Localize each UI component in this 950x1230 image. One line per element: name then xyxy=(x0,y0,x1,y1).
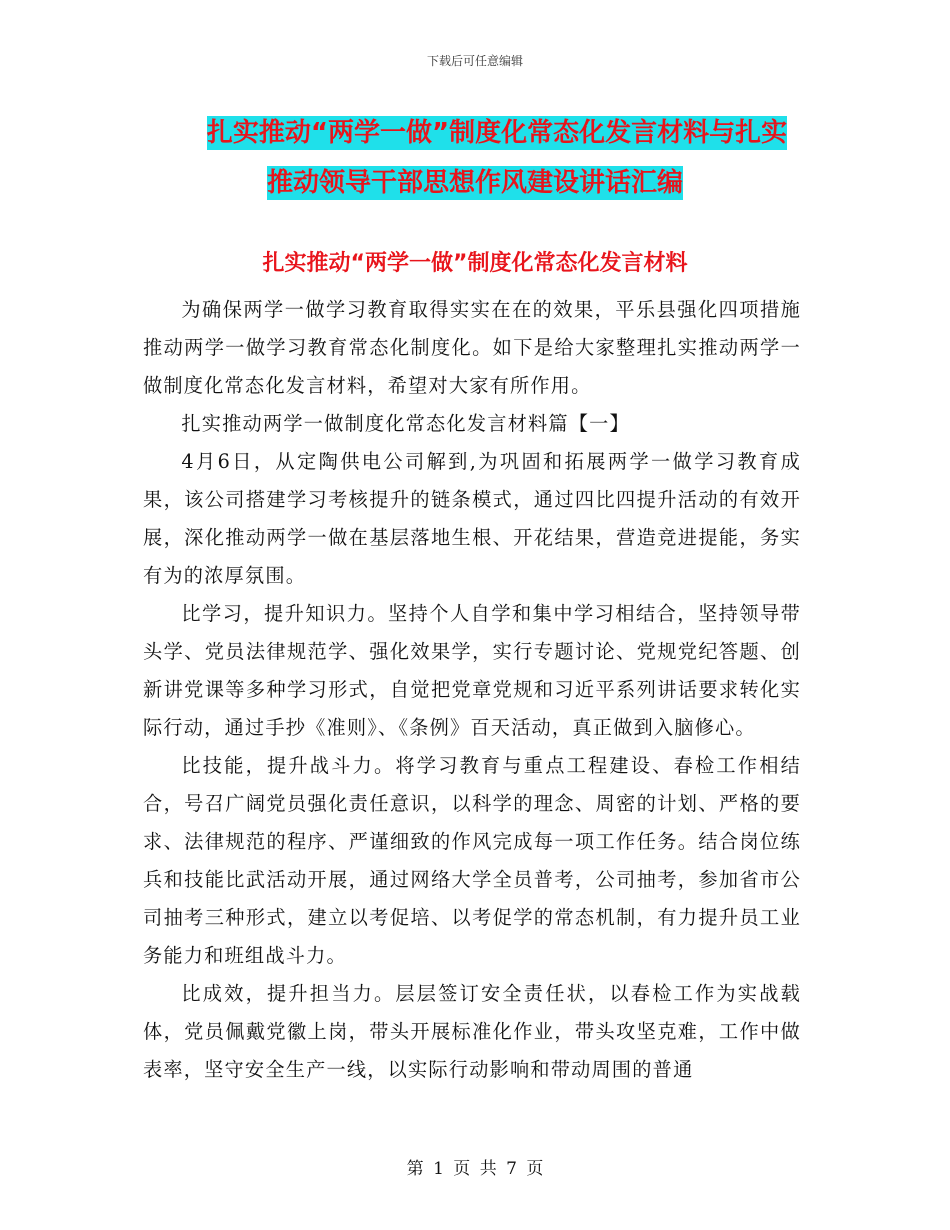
paragraph: 扎实推动两学一做制度化常态化发言材料篇【一】 xyxy=(181,412,630,435)
title-line-2: 推动领导干部思想作风建设讲话汇编 xyxy=(266,168,683,198)
page-number: 第 1 页 共 7 页 xyxy=(406,1159,544,1179)
paragraph: 4月6日，从定陶供电公司解到,为巩固和拓展两学一做学习教育成果，该公司搭建学习考核提升的链条模式，通过四比四提升活动的有效开展，深化推动两学一做在基层落地生根、开花结果，营造竞进提能，务实有为的浓厚氛围。 xyxy=(143,450,801,587)
paragraph: 为确保两学一做学习教育取得实实在在的效果，平乐县强化四项措施推动两学一做学习教育常态化制度化。如下是给大家整理扎实推动两学一做制度化常态化发言材料，希望对大家有所作用。 xyxy=(143,298,801,397)
document-body xyxy=(143,291,801,1089)
paragraph: 比技能，提升战斗力。将学习教育与重点工程建设、春检工作相结合，号召广阔党员强化责任意识，以科学的理念、周密的计划、严格的要求、法律规范的程序、严谨细致的作风完成每一项工作任务。结合岗位练兵和技能比武活动开展，通过网络大学全员普考，公司抽考，参加省市公司抽考三种形式，建立以考促培、以考促学的常态机制，有力提升员工业务能力和班组战斗力。 xyxy=(143,754,801,967)
document-title xyxy=(0,108,950,208)
page-header-note: 下载后可任意编辑 xyxy=(426,54,523,68)
section-title: 扎实推动“两学一做”制度化常态化发言材料 xyxy=(262,251,688,276)
title-line-1: 扎实推动“两学一做”制度化常态化发言材料与扎实 xyxy=(206,118,788,148)
paragraph: 比成效，提升担当力。层层签订安全责任状，以春检工作为实战载体，党员佩戴党徽上岗，带头开展标准化作业，带头攻坚克难，工作中做表率，坚守安全生产一线，以实际行动影响和带动周围的普通 xyxy=(143,982,801,1081)
paragraph: 比学习，提升知识力。坚持个人自学和集中学习相结合，坚持领导带头学、党员法律规范学、强化效果学，实行专题讨论、党规党纪答题、创新讲党课等多种学习形式，自觉把党章党规和习近平系列讲话要求转化实际行动，通过手抄《准则》、《条例》百天活动，真正做到入脑修心。 xyxy=(143,602,801,739)
